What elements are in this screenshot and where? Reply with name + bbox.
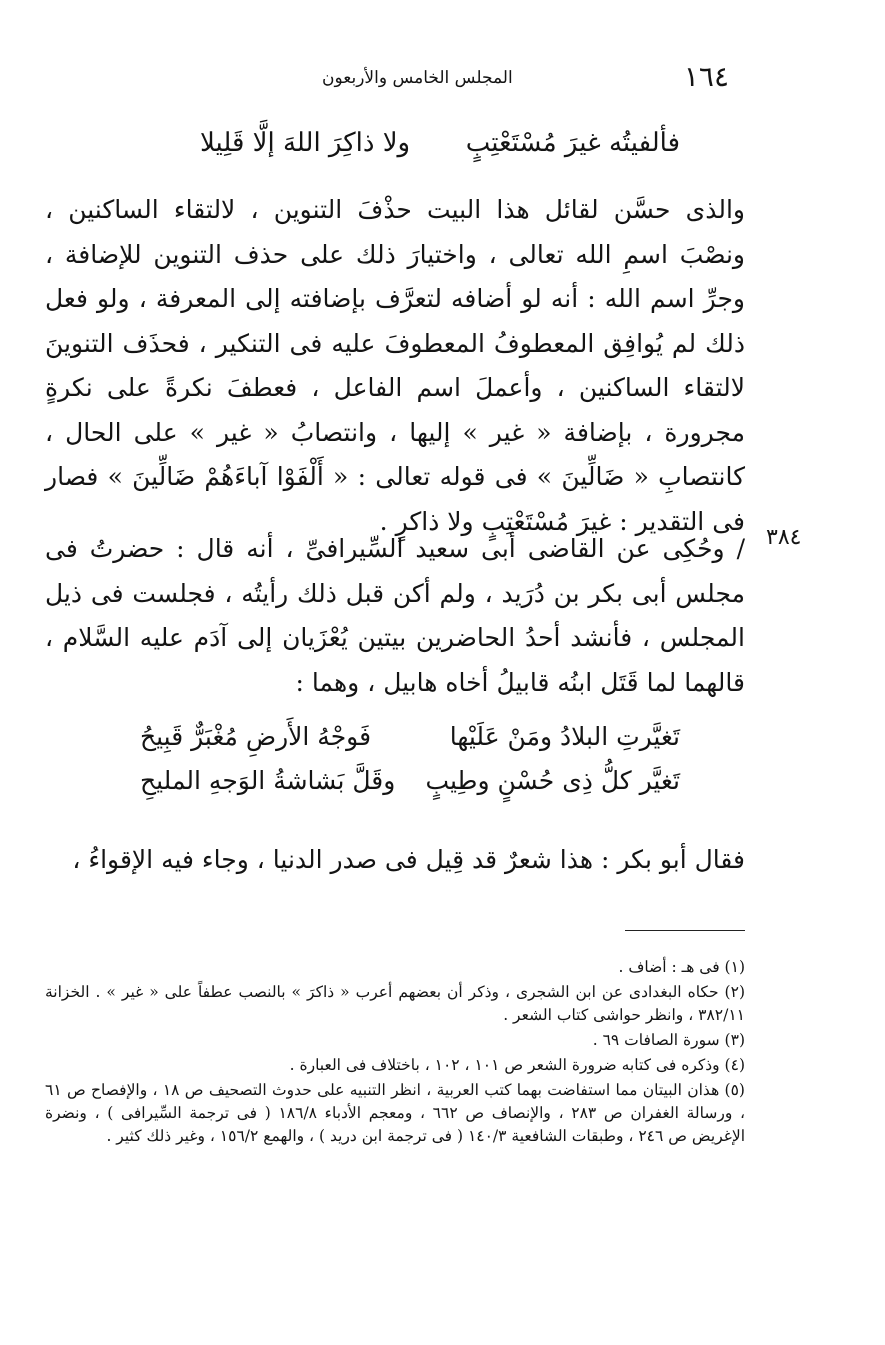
paragraph-grammar-explanation: والذى حسَّن لقائل هذا البيت حذْفَ التنوين ، لالتقاء الساكنين ، ونصْبَ اسمِ الله تعالى ، واختيارَ ذلك على حذف التنوين للإضافة ، وجرِّ اسم الله : أنه لو أضافه لتعرَّف بإضافته إلى المعرفة ، ولو فعل ذلك لم يُوافِق المعطوفُ المعطوفَ عليه فى التنكير ، فحذَف التنوينَ لالتقاء الساكنين ، وأعملَ اسم الفاعل ، فعطفَ نكرةً على نكرةٍ مجرورة ، بإضافة « غير » إليها ، وانتصابُ « غير » على الحال ، كانتصابِ « ضَالِّينَ » فى قوله تعالى : « أَلْفَوْا آباءَهُمْ ضَالِّينَ » فصار فى التقدير : غيرَ مُسْتَعْتِبٍ ولا ذاكرٍ . [45, 195, 745, 536]
couplet-line-1 [140, 722, 680, 751]
footnote-separator [625, 930, 745, 931]
verse-second-hemistich: ولا ذاكِرَ اللهَ إلَّا قَلِيلا [200, 128, 411, 158]
paragraph-conclusion: فقال أبو بكر : هذا شعرٌ قد قِيل فى صدر الدنيا ، وجاء فيه الإقواءُ ، [72, 845, 745, 874]
footnote-4: (٤) وذكره فى كتابه ضرورة الشعر ص ١٠١ ، ١٠٢ ، باختلاف فى العبارة . [289, 1056, 745, 1074]
couplet-2-second-hemistich: وقَلَّ بَشاشةُ الوَجهِ المليحِ [140, 766, 396, 795]
margin-page-number: ٣٨٤ [766, 525, 802, 550]
verse-first-hemistich: فألفيتُه غيرَ مُسْتَعْتِبٍ [465, 128, 680, 158]
couplet-1-first-hemistich: تَغيَّرتِ البلادُ ومَنْ عَلَيْها [449, 722, 680, 751]
page-header [0, 60, 885, 100]
footnote-1: (١) فى هـ : أضاف . [618, 958, 745, 976]
paragraph-anecdote: / وحُكِى عن القاضى أبى سعيد السِّيرافىِّ ، أنه قال : حضرتُ فى مجلس أبى بكر بن دُرَيد ، ولم أكن قبل ذلك رأيتُه ، فجلست فى ذيل المجلس ، فأنشد أحدُ الحاضرين بيتين يُعْزَيان إلى آدَم عليه السَّلام ، قالهما لما قَتَل ابنُه قابيلُ أخاه هابيل ، وهما : [45, 534, 745, 697]
footnote-2: (٢) حكاه البغدادى عن ابن الشجرى ، وذكر أن بعضهم أعرب « ذاكرَ » بالنصب عطفاً على « غير » . الخزانة ٣٨٢/١١ ، وانظر حواشى كتاب الشعر . [45, 983, 745, 1024]
footnote-5: (٥) هذان البيتان مما استفاضت بهما كتب العربية ، انظر التنبيه على حدوث التصحيف ص ١٨ ، والإفصاح ص ٦١ ، ورسالة الغفران ص ٢٨٣ ، والإنصاف ص ٦٦٢ ، ومعجم الأدباء ١٨٦/٨ ( فى ترجمة السِّيرافى ) ، ونضرة الإغريض ص ٢٤٦ ، وطبقات الشافعية ١٤٠/٣ ( فى ترجمة ابن دريد ) ، والهمع ١٥٦/٢ ، وغير ذلك كثير . [45, 1081, 745, 1145]
running-title: المجلس الخامس والأربعون [322, 68, 513, 88]
verse-line [200, 128, 680, 158]
footnotes [45, 956, 745, 1150]
footnote-3: (٣) سورة الصافات ٦٩ . [592, 1031, 745, 1049]
couplet-1-second-hemistich: فَوجْهُ الأَرضِ مُغْبَرٌّ قَبِيحُ [140, 722, 372, 751]
page-number: ١٦٤ [683, 60, 729, 93]
couplet-2-first-hemistich: تَغيَّر كلُّ ذِى حُسْنٍ وطِيبٍ [425, 766, 680, 795]
couplet-line-2 [140, 766, 680, 795]
